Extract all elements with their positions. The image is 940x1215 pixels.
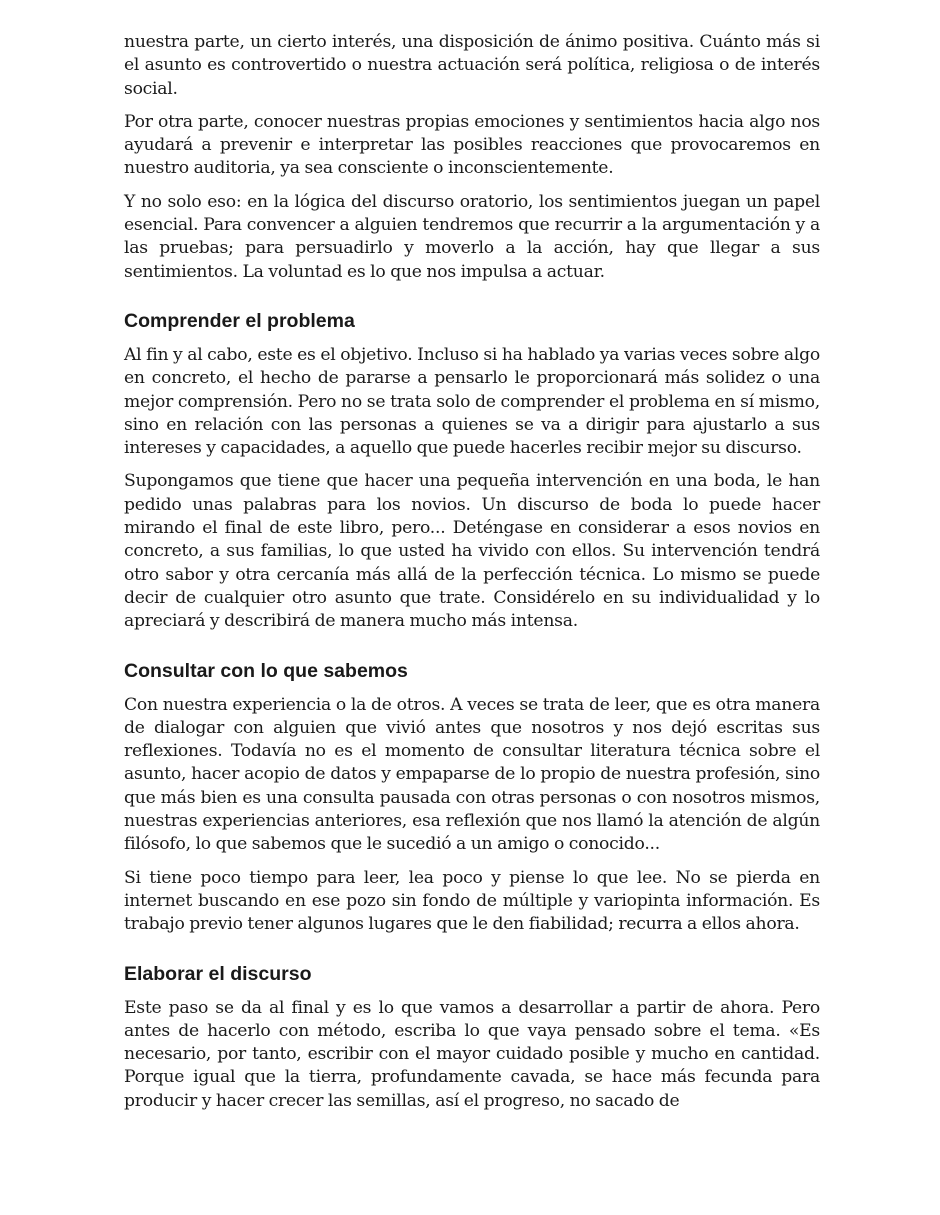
paragraph: Por otra parte, conocer nuestras propias emociones y sentimientos hacia algo nos ayudará a prevenir e interpretar las posibles reacciones que provocaremos en nuestro auditoria, ya sea consciente o inconscientemente.	[124, 111, 820, 179]
paragraph: Supongamos que tiene que hacer una pequeña intervención en una boda, le han pedido unas palabras para los novios. Un discurso de boda lo puede hacer mirando el final de este libro, pero... Deténgase en considerar a esos novios en concreto, a sus familias, lo que usted ha vivido con ellos. Su intervención tendrá otro sabor y otra cercanía más allá de la perfección técnica. Lo mismo se puede decir de cualquier otro asunto que trate. Considérelo en su individualidad y lo apreciará y describirá de manera mucho más intensa.	[124, 471, 820, 632]
paragraph: Y no solo eso: en la lógica del discurso oratorio, los sentimientos juegan un papel esencial. Para convencer a alguien tendremos que recurrir a la argumentación y a las pruebas; para persuadirlo y moverlo a la acción, hay que llegar a sus sentimientos. La voluntad es lo que nos impulsa a actuar.	[124, 191, 820, 282]
paragraph: Si tiene poco tiempo para leer, lea poco y piense lo que lee. No se pierda en internet buscando en ese pozo sin fondo de múltiple y variopinta información. Es trabajo previo tener algunos lugares que le den fiabilidad; recurra a ellos ahora.	[124, 867, 820, 935]
section-heading: Comprender el problema	[124, 309, 355, 332]
paragraph: Con nuestra experiencia o la de otros. A veces se trata de leer, que es otra manera de dialogar con alguien que vivió antes que nosotros y nos dejó escritas sus reflexiones. Todavía no es el momento de consultar literatura técnica sobre el asunto, hacer acopio de datos y empaparse de lo propio de nuestra profesión, sino que más bien es una consulta pausada con otras personas o con nosotros mismos, nuestras experiencias anteriores, esa reflexión que nos llamó la atención de algún filósofo, lo que sabemos que le sucedió a un amigo o conocido...	[124, 694, 820, 855]
document-page	[124, 31, 820, 1123]
paragraph: Al fin y al cabo, este es el objetivo. Incluso si ha hablado ya varias veces sobre algo en concreto, el hecho de pararse a pensarlo le proporcionará más solidez o una mejor comprensión. Pero no se trata solo de comprender el problema en sí mismo, sino en relación con las personas a quienes se va a dirigir para ajustarlo a sus intereses y capacidades, a aquello que puede hacerles recibir mejor su discurso.	[124, 344, 820, 459]
section-heading: Elaborar el discurso	[124, 962, 312, 985]
paragraph: nuestra parte, un cierto interés, una disposición de ánimo positiva. Cuánto más si el asunto es controvertido o nuestra actuación será política, religiosa o de interés social.	[124, 32, 820, 99]
paragraph: Este paso se da al final y es lo que vamos a desarrollar a partir de ahora. Pero antes de hacerlo con método, escriba lo que vaya pensado sobre el tema. «Es necesario, por tanto, escribir con el mayor cuidado posible y mucho en cantidad. Porque igual que la tierra, profundamente cavada, se hace más fecunda para producir y hacer crecer las semillas, así el progreso, no sacado de	[124, 997, 820, 1111]
section-heading: Consultar con lo que sabemos	[124, 659, 408, 682]
